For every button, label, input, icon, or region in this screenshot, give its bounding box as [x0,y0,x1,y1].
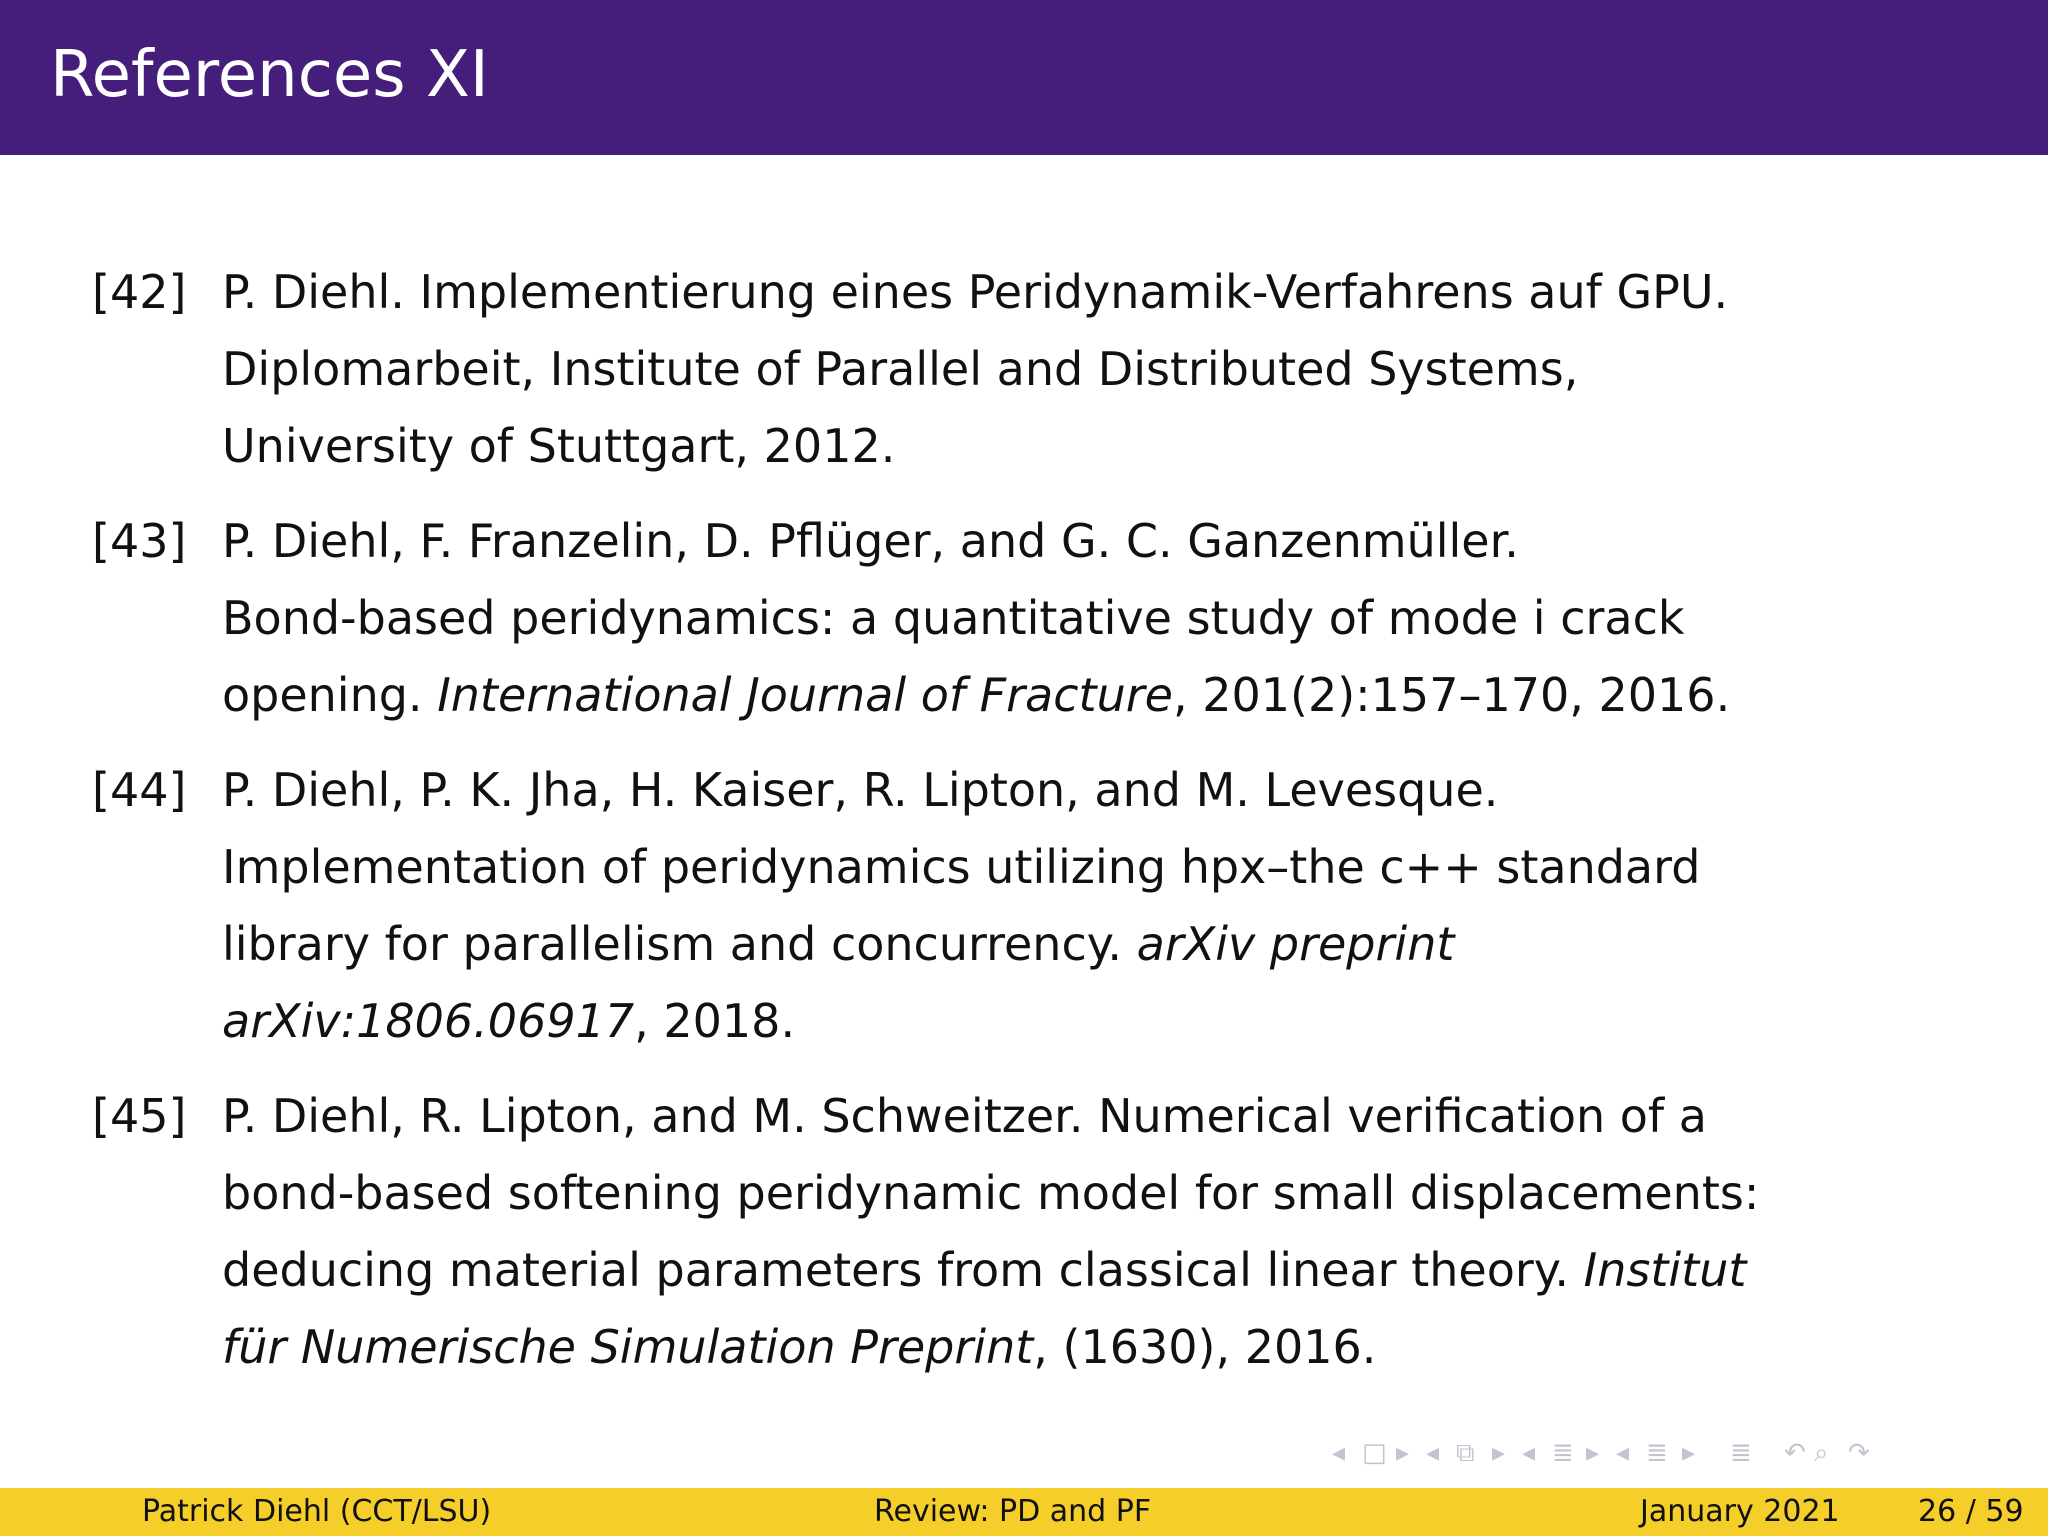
reference-segment: P. Diehl, R. Lipton, and M. Schweitzer. Numerical verification of a [222,1089,1707,1143]
reference-line [222,580,1982,657]
nav-search-icon[interactable]: ⌕ [1814,1438,1829,1468]
reference-segment: deducing material parameters from classical linear theory. [222,1243,1584,1297]
reference-number: [42] [92,265,187,319]
footer-author: Patrick Diehl (CCT/LSU) [142,1494,492,1529]
reference-entry [92,503,1982,734]
nav-next-document-icon[interactable]: ▸ [1682,1438,1696,1468]
reference-segment: , 201(2):157–170, 2016. [1172,668,1731,722]
reference-segment: P. Diehl, F. Franzelin, D. Pflüger, and G. C. Ganzenmüller. [222,514,1519,568]
reference-segment: , 2018. [634,994,796,1048]
reference-number: [44] [92,763,187,817]
reference-text [222,254,1982,485]
reference-line [222,331,1982,408]
reference-segment: bond-based softening peridynamic model for small displacements: [222,1166,1760,1220]
reference-line [222,408,1982,485]
reference-text [222,1078,1982,1386]
reference-list [92,254,1982,1404]
nav-prev-document-icon[interactable]: ◂ [1616,1438,1630,1468]
reference-entry [92,752,1982,1060]
reference-segment: opening. [222,668,438,722]
reference-segment: library for parallelism and concurrency. [222,917,1137,971]
nav-prev-frame-icon[interactable]: ◂ [1332,1438,1346,1468]
reference-segment: Bond-based peridynamics: a quantitative study of mode i crack [222,591,1685,645]
reference-venue: Institut [1583,1243,1747,1297]
reference-text [222,503,1982,734]
slide-title: References XI [50,38,489,112]
reference-line [222,503,1982,580]
footer-page-number: 26 / 59 [1918,1494,2024,1529]
reference-venue: International Journal of Fracture [437,668,1173,722]
reference-number: [43] [92,514,187,568]
nav-prev-subsection-icon[interactable]: ◂ [1426,1438,1440,1468]
reference-segment: , (1630), 2016. [1033,1320,1377,1374]
reference-segment: University of Stuttgart, 2012. [222,419,896,473]
reference-segment: Diplomarbeit, Institute of Parallel and Distributed Systems, [222,342,1579,396]
reference-line [222,829,1982,906]
reference-line [222,1155,1982,1232]
nav-appendix-icon[interactable]: ≣ [1730,1438,1752,1468]
reference-line [222,1309,1982,1386]
title-bar [0,0,2048,155]
nav-document-icon[interactable]: ≣ [1646,1438,1668,1468]
reference-line [222,1078,1982,1155]
reference-segment: Implementation of peridynamics utilizing hpx–the c++ standard [222,840,1701,894]
reference-line [222,254,1982,331]
reference-segment: P. Diehl. Implementierung eines Peridynamik-Verfahrens auf GPU. [222,265,1729,319]
reference-entry [92,1078,1982,1386]
nav-prev-section-icon[interactable]: ◂ [1522,1438,1536,1468]
nav-forward-icon[interactable]: ↷ [1848,1438,1870,1468]
reference-line [222,752,1982,829]
reference-line [222,657,1982,734]
footer-short-title: Review: PD and PF [874,1494,1152,1529]
reference-venue: für Numerische Simulation Preprint [222,1320,1034,1374]
reference-number: [45] [92,1089,187,1143]
nav-subsection-icon[interactable]: ⧉ [1456,1438,1475,1468]
nav-section-icon[interactable]: ≣ [1552,1438,1574,1468]
nav-next-section-icon[interactable]: ▸ [1586,1438,1600,1468]
reference-venue: arXiv preprint [1136,917,1455,971]
nav-frame-icon[interactable]: □ [1362,1438,1387,1468]
beamer-navigation-bar [1320,1438,2030,1474]
reference-line [222,1232,1982,1309]
reference-entry [92,254,1982,485]
nav-next-frame-icon[interactable]: ▸ [1396,1438,1410,1468]
reference-venue: arXiv:1806.06917 [222,994,635,1048]
reference-line [222,983,1982,1060]
footer-bar [0,1488,2048,1536]
reference-text [222,752,1982,1060]
nav-next-subsection-icon[interactable]: ▸ [1492,1438,1506,1468]
footer-date: January 2021 [1640,1494,1840,1529]
reference-line [222,906,1982,983]
reference-segment: P. Diehl, P. K. Jha, H. Kaiser, R. Lipton, and M. Levesque. [222,763,1499,817]
nav-back-icon[interactable]: ↶ [1784,1438,1806,1468]
